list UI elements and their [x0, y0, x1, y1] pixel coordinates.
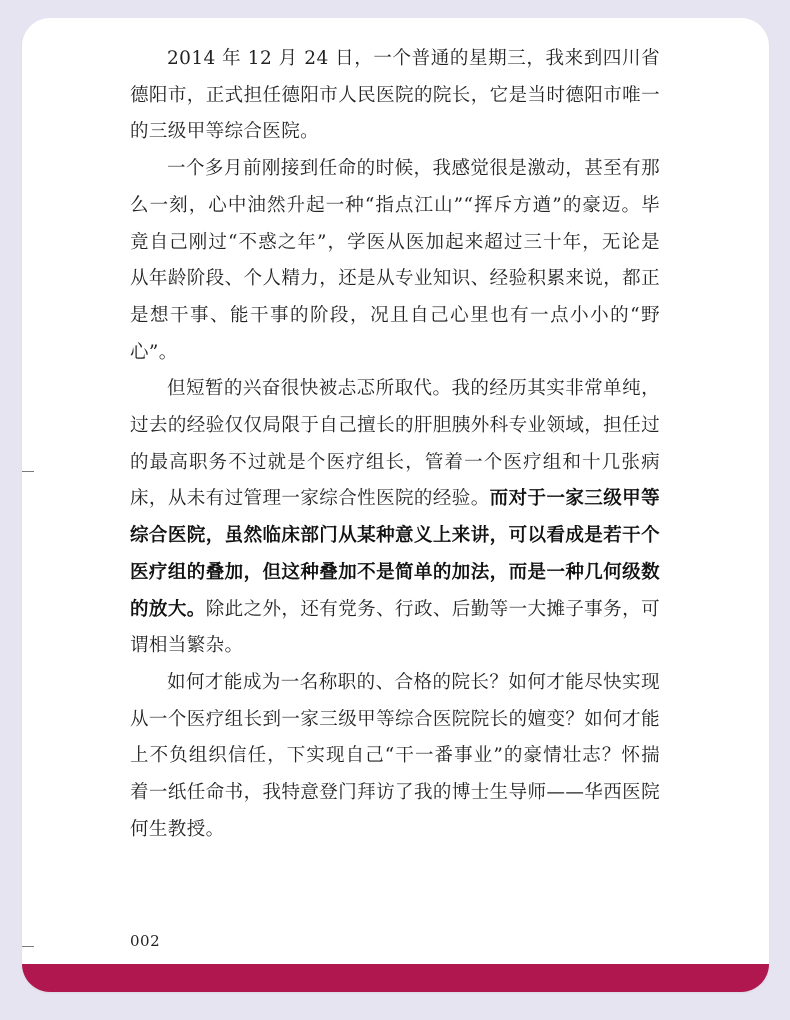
paragraph-3-emphasis: 而对于一家三级甲等综合医院，虽然临床部门从某种意义上来讲，可以看成是若干个医疗组的叠加，但这种叠加不是简单的加法，而是一种几何级数的放大。: [130, 488, 660, 620]
paragraph-3-tail: 除此之外，还有党务、行政、后勤等一大摊子事务，可谓相当繁杂。: [130, 598, 660, 657]
footer-band: [22, 964, 769, 992]
book-page: [22, 18, 769, 992]
body-text: [130, 41, 660, 848]
paragraph-3-text: 但短暂的兴奋很快被忐忑所取代。我的经历其实非常单纯，过去的经验仅仅局限于自己擅长的肝胆胰外科专业领域，担任过的最高职务不过就是个医疗组长，管着一个医疗组和十几张病床，从未有过管理一家综合性医院的经验。: [130, 378, 660, 510]
crop-mark: [22, 471, 34, 472]
page-number: 002: [130, 932, 161, 950]
paragraph-3: [130, 371, 660, 665]
paragraph-1: 2014 年 12 月 24 日，一个普通的星期三，我来到四川省德阳市，正式担任德阳市人民医院的院长，它是当时德阳市唯一的三级甲等综合医院。: [130, 48, 660, 143]
paragraph-2: 一个多月前刚接到任命的时候，我感觉很是激动，甚至有那么一刻，心中油然升起一种“指点江山”“挥斥方遒”的豪迈。毕竟自己刚过“不惑之年”，学医从医加起来超过三十年，无论是从年龄阶段、个人精力，还是从专业知识、经验积累来说，都正是想干事、能干事的阶段，况且自己心里也有一点小小的“野心”。: [130, 158, 660, 363]
crop-mark: [22, 946, 34, 947]
paragraph-4: 如何才能成为一名称职的、合格的院长？如何才能尽快实现从一个医疗组长到一家三级甲等综合医院院长的嬗变？如何才能上不负组织信任，下实现自己“干一番事业”的豪情壮志？怀揣着一纸任命书，我特意登门拜访了我的博士生导师——华西医院何生教授。: [130, 671, 660, 840]
